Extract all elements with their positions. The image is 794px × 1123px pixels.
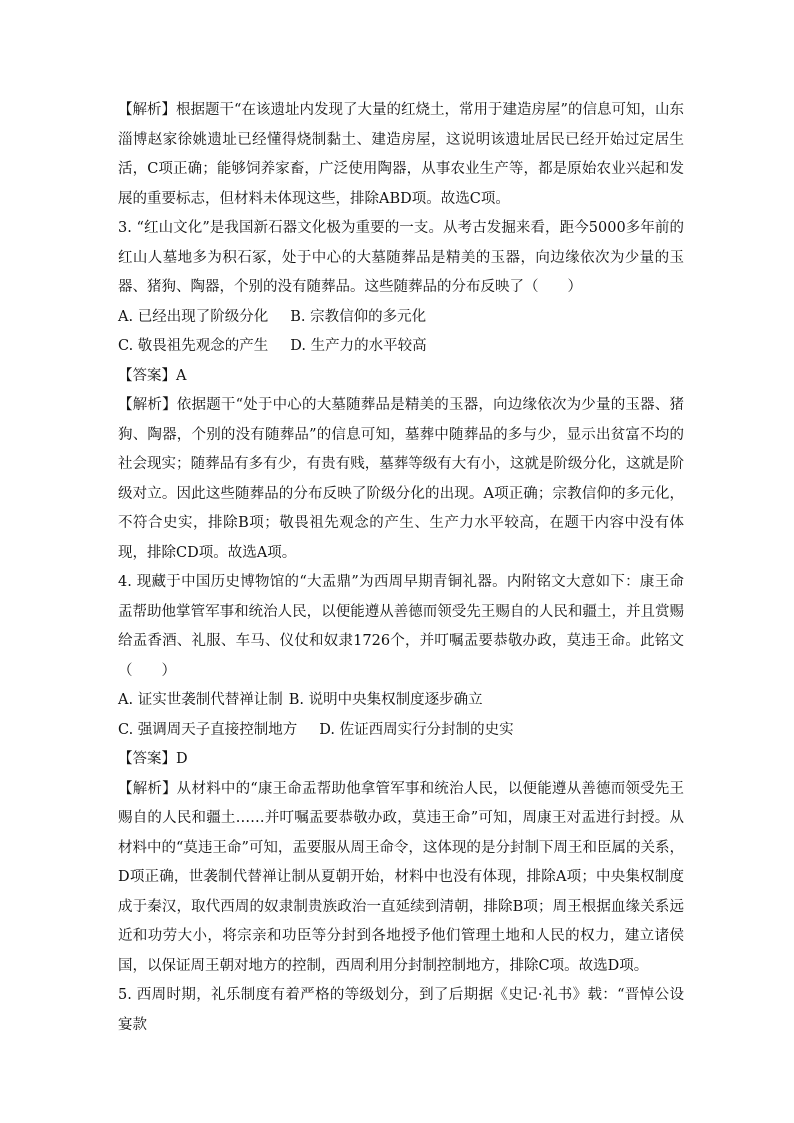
document-page — [118, 96, 684, 1040]
answer-option: D. 生产力的水平较高 — [290, 338, 427, 354]
text-paragraph: 【解析】依据题干“处于中心的大墓随葬品是精美的玉器，向边缘依次为少量的玉器、猪狗、陶器，个别的没有随葬品”的信息可知，墓葬中随葬品的多与少，显示出贫富不均的社会现实；随葬品有多有少，有贵有贱，墓葬等级有大有小，这就是阶级分化，这就是阶级对立。因此这些随葬品的分布反映了阶级分化的出现。A项正确；宗教信仰的多元化，不符合史实，排除B项；敬畏祖先观念的产生、生产力水平较高，在题干内容中没有体现，排除CD项。故选A项。 — [118, 397, 684, 561]
text-paragraph: 【答案】A — [118, 367, 187, 384]
text-paragraph: 4. 现藏于中国历史博物馆的“大盂鼎”为西周早期青铜礼器。内附铭文大意如下：康王命盂帮助他掌管军事和统治人民，以便能遵从善德而领受先王赐自的人民和疆土，并且赏赐给盂香酒、礼服、车马、仪仗和奴隶1726个，并叮嘱盂要恭敬办政，莫违王命。此铭文（ ） — [118, 574, 684, 679]
text-paragraph: 【解析】根据题干“在该遗址内发现了大量的红烧土，常用于建造房屋”的信息可知，山东淄博赵家徐姚遗址已经懂得烧制黏土、建造房屋，这说明该遗址居民已经开始过定居生活，C项正确；能够饲养家畜，广泛使用陶器，从事农业生产等，都是原始农业兴起和发展的重要标志，但材料未体现这些，排除ABD项。故选C项。 — [118, 102, 684, 207]
answer-options-row — [118, 303, 684, 333]
answer-option: C. 强调周天子直接控制地方 — [118, 721, 298, 738]
answer-option: A. 已经出现了阶级分化 — [118, 308, 269, 325]
text-paragraph: 【答案】D — [118, 751, 188, 767]
text-paragraph: 【解析】从材料中的“康王命盂帮助他拿管军事和统治人民，以便能遵从善德而领受先王赐自的人民和疆土……并叮嘱盂要恭敬办政，莫违王命”可知，周康王对盂进行封授。从材料中的“莫违王命”可知，盂要服从周王命令，这体现的是分封制下周王和臣属的关系，D项正确，世袭制代替禅让制从夏朝开始，材料中也没有体现，排除A项；中央集权制度成于秦汉，取代西周的奴隶制贵族政治一直延续到清朝，排除B项；周王根据血缘关系远近和功劳大小，将宗亲和功臣等分封到各地授予他们管理土地和人民的权力，建立诸侯国，以保证周王朝对地方的控制，西周利用分封制控制地方，排除C项。故选D项。 — [118, 780, 684, 974]
text-paragraph: 5. 西周时期，礼乐制度有着严格的等级划分，到了后期据《史记·礼书》载：“晋悼公设宴款 — [118, 987, 684, 1033]
answer-option: C. 敬畏祖先观念的产生 — [118, 338, 269, 354]
answer-option: B. 说明中央集权制度逐步确立 — [288, 692, 483, 708]
answer-options-row — [118, 332, 684, 362]
text-paragraph: 3. “红山文化”是我国新石器文化极为重要的一支。从考古发掘来看，距今5000多年前的红山人墓地多为积石冢，处于中心的大墓随葬品是精美的玉器，向边缘依次为少量的玉器、猪狗、陶器，个别的没有随葬品。这些随葬品的分布反映了（ ） — [118, 220, 684, 295]
answer-option: D. 佐证西周实行分封制的史实 — [319, 721, 514, 738]
answer-option: A. 证实世袭制代替禅让制 — [118, 692, 283, 708]
answer-options-row — [118, 716, 684, 746]
answer-option: B. 宗教信仰的多元化 — [290, 308, 427, 325]
answer-options-row — [118, 686, 684, 716]
